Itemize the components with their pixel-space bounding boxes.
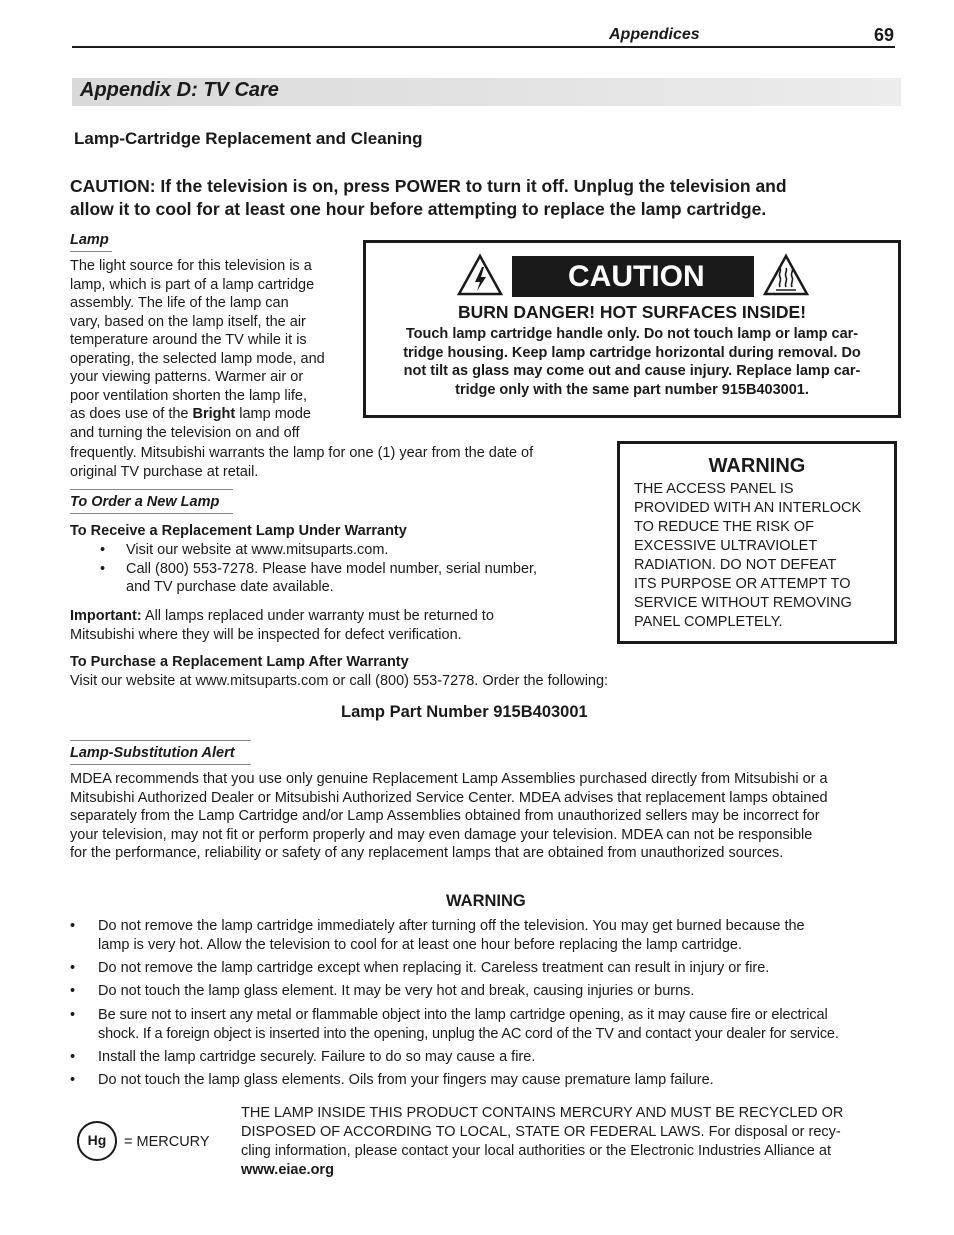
- lamp-line: frequently. Mitsubishi warrants the lamp for one (1) year from the date of: [70, 445, 534, 461]
- warning-box-line: RADIATION. DO NOT DEFEAT: [634, 557, 837, 573]
- warning-box-line: TO REDUCE THE RISK OF: [634, 519, 814, 535]
- burn-danger-line: tridge only with the same part number 915B403001.: [455, 381, 809, 398]
- eiae-link[interactable]: www.eiae.org: [241, 1162, 334, 1178]
- running-header-section: Appendices: [609, 26, 700, 43]
- bullet-glyph: •: [70, 918, 76, 934]
- bullet-glyph: •: [70, 1007, 76, 1023]
- warning-box-line: EXCESSIVE ULTRAVIOLET: [634, 538, 818, 554]
- substitution-heading-rule-top: [70, 740, 251, 741]
- after-warranty-heading: To Purchase a Replacement Lamp After Warranty: [70, 654, 409, 670]
- lamp-paragraph: [70, 257, 360, 442]
- bullet-glyph: •: [70, 960, 76, 976]
- warning-list-item: • Do not remove the lamp cartridge except when replacing it. Careless treatment can result in injury or fire.: [70, 960, 770, 976]
- lamp-part-number: Lamp Part Number 915B403001: [341, 703, 588, 721]
- substitution-line: separately from the Lamp Cartridge and/or Lamp Assemblies obtained from unauthorized sellers may be incorrect for: [70, 808, 820, 824]
- appendix-title: Appendix D: TV Care: [80, 79, 279, 101]
- lamp-heading: Lamp: [70, 232, 109, 248]
- order-heading: To Order a New Lamp: [70, 494, 220, 510]
- lamp-line: original TV purchase at retail.: [70, 463, 259, 480]
- lamp-paragraph-continued: [70, 444, 590, 481]
- lamp-line: vary, based on the lamp itself, the air: [70, 313, 306, 330]
- caution-banner: CAUTION: [512, 256, 754, 297]
- bright-mode-label: Bright: [192, 406, 236, 422]
- warning-box-line: THE ACCESS PANEL IS: [634, 481, 794, 497]
- warning-list-title: WARNING: [446, 892, 526, 910]
- section-title: Lamp-Cartridge Replacement and Cleaning: [74, 129, 423, 148]
- after-warranty-text: Visit our website at www.mitsuparts.com or call (800) 553-7278. Order the following:: [70, 673, 609, 689]
- lamp-line: lamp, which is part of a lamp cartridge: [70, 276, 315, 293]
- bullet-glyph: •: [70, 1072, 76, 1088]
- lightning-warning-icon: [456, 253, 504, 297]
- lamp-line: The light source for this television is a: [70, 258, 312, 274]
- order-heading-rule-top: [70, 489, 233, 490]
- caution-instruction-line: allow it to cool for at least one hour before attempting to replace the lamp cartridge.: [70, 199, 767, 219]
- mercury-line: THE LAMP INSIDE THIS PRODUCT CONTAINS MERCURY AND MUST BE RECYCLED OR: [241, 1105, 844, 1121]
- warranty-bullets: [70, 541, 590, 597]
- warranty-heading: To Receive a Replacement Lamp Under Warranty: [70, 523, 407, 539]
- warning-box-line: ITS PURPOSE OR ATTEMPT TO: [634, 576, 851, 592]
- bullet-glyph: •: [70, 1049, 76, 1065]
- lamp-line: your viewing patterns. Warmer air or: [70, 369, 304, 385]
- lamp-line: temperature around the TV while it is: [70, 332, 307, 348]
- substitution-line: for the performance, reliability or safety of any replacement lamps that are obtained from unauthorized sources.: [70, 845, 784, 861]
- lamp-line: operating, the selected lamp mode, and: [70, 350, 325, 367]
- caution-instruction: [70, 175, 900, 221]
- lamp-line: as does use of the Bright lamp mode: [70, 406, 311, 422]
- important-note: Important: All lamps replaced under warranty must be returned to Mitsubishi where they will be inspected for defect verification.: [70, 608, 494, 643]
- burn-danger-line: not tilt as glass may come out and cause injury. Replace lamp car-: [403, 363, 861, 379]
- list-item: • Call (800) 553-7278. Please have model number, serial number, and TV purchase date available.: [100, 560, 538, 595]
- lamp-line: assembly. The life of the lamp can: [70, 295, 289, 311]
- mercury-label: = MERCURY: [124, 1134, 210, 1150]
- list-item: • Visit our website at www.mitsuparts.com.: [100, 542, 389, 558]
- warning-list-item: • Install the lamp cartridge securely. Failure to do so may cause a fire.: [70, 1049, 536, 1065]
- warning-box-line: PANEL COMPLETELY.: [634, 614, 783, 630]
- page-number: 69: [874, 25, 895, 45]
- warning-list-item: • Do not touch the lamp glass element. It may be very hot and break, causing injuries or burns.: [70, 983, 695, 999]
- mercury-symbol: Hg: [77, 1121, 117, 1161]
- burn-danger-line: tridge housing. Keep lamp cartridge horizontal during removal. Do: [403, 344, 861, 361]
- substitution-line: Mitsubishi Authorized Dealer or Mitsubishi Authorized Service Center. MDEA advises that replacement lamps obtained: [70, 789, 828, 806]
- mercury-line: cling information, please contact your local authorities or the Electronic Industries Alliance at: [241, 1143, 831, 1159]
- header-rule: [72, 46, 895, 48]
- substitution-heading-rule: [70, 764, 251, 765]
- bullet-glyph: •: [100, 542, 106, 558]
- substitution-paragraph: [70, 770, 904, 863]
- bullet-glyph: •: [100, 560, 106, 577]
- lamp-line: and turning the television on and off: [70, 424, 300, 441]
- hot-surface-icon: [762, 253, 810, 297]
- warning-box-text: [634, 480, 892, 632]
- warning-box-line: SERVICE WITHOUT REMOVING: [634, 595, 852, 611]
- lamp-line: poor ventilation shorten the lamp life,: [70, 387, 307, 404]
- warning-list-item: • Do not remove the lamp cartridge immediately after turning off the television. You may get burned because the lamp is very hot. Allow the television to cool for at least one hour before replacing the lamp cartridge.: [70, 918, 805, 953]
- substitution-line: MDEA recommends that you use only genuine Replacement Lamp Assemblies purchased directly from Mitsubishi or a: [70, 771, 828, 787]
- burn-danger-heading: BURN DANGER! HOT SURFACES INSIDE!: [457, 302, 807, 322]
- order-heading-rule: [70, 513, 233, 514]
- burn-danger-text: [378, 325, 886, 399]
- bullet-glyph: •: [70, 983, 76, 999]
- warning-list-item: • Do not touch the lamp glass elements. Oils from your fingers may cause premature lamp failure.: [70, 1072, 714, 1088]
- caution-instruction-line: CAUTION: If the television is on, press POWER to turn it off. Unplug the television and: [70, 176, 787, 196]
- burn-danger-line: Touch lamp cartridge handle only. Do not touch lamp or lamp car-: [405, 326, 859, 342]
- warning-box-line: PROVIDED WITH AN INTERLOCK: [634, 500, 862, 516]
- mercury-line: DISPOSED OF ACCORDING TO LOCAL, STATE OR FEDERAL LAWS. For disposal or recy-: [241, 1124, 841, 1140]
- substitution-heading: Lamp-Substitution Alert: [70, 745, 235, 761]
- warning-box-title: WARNING: [708, 455, 806, 477]
- substitution-line: your television, may not fit or perform properly and may even damage your television. MDEA can not be responsible: [70, 826, 813, 843]
- important-label: Important:: [70, 608, 142, 624]
- mercury-notice: [241, 1104, 901, 1180]
- lamp-heading-rule: [70, 251, 112, 252]
- warning-list-item: • Be sure not to insert any metal or flammable object into the lamp cartridge opening, as it may cause fire or electrical shock. If a foreign object is inserted into the opening, unplug the AC cord of the TV and contact your dealer for service.: [70, 1007, 839, 1042]
